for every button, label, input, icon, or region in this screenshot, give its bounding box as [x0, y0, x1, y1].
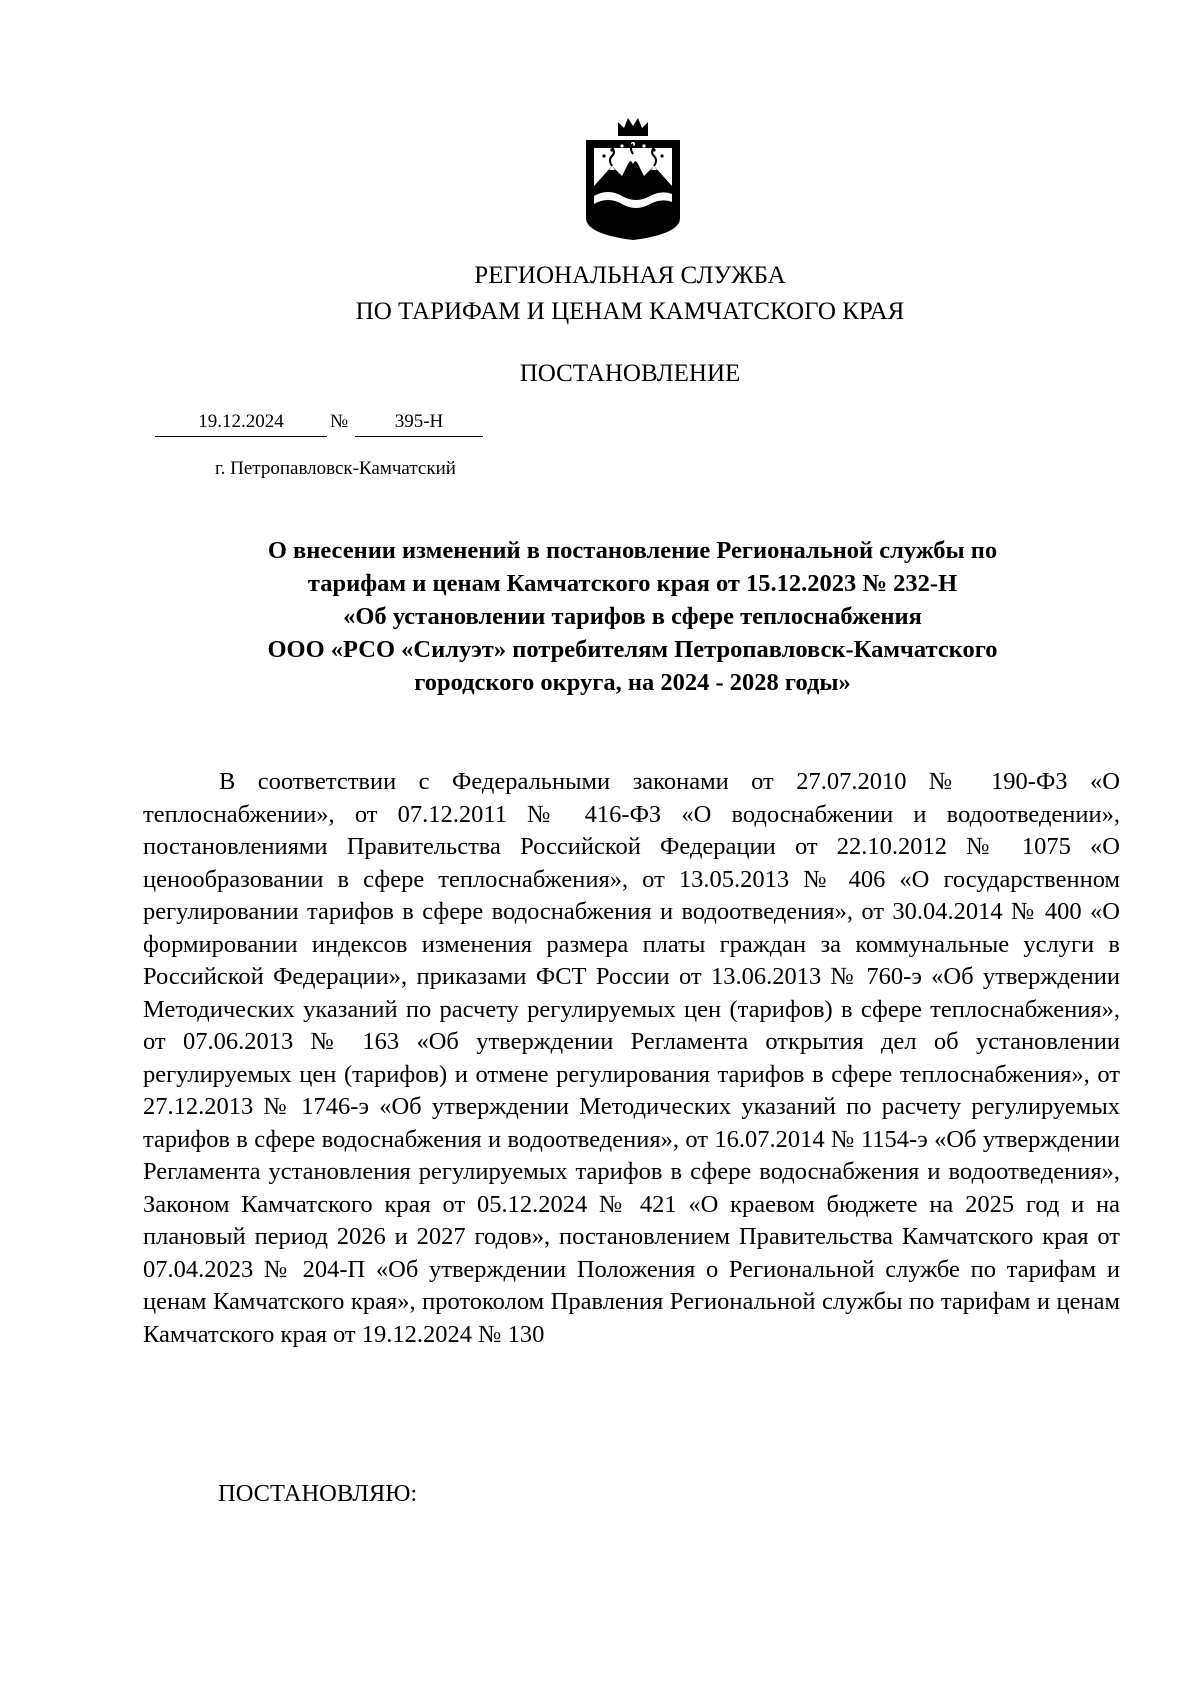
organization-name-line-2: ПО ТАРИФАМ И ЦЕНАМ КАМЧАТСКОГО КРАЯ: [355, 298, 905, 325]
title-line: О внесении изменений в постановление Региональной службы по: [267, 537, 998, 564]
document-type: ПОСТАНОВЛЕНИЕ: [519, 360, 741, 387]
title-line: «Об установлении тарифов в сфере теплоснабжения: [343, 603, 922, 630]
registration-number: 395-Н: [355, 410, 483, 437]
number-sign: №: [330, 411, 349, 432]
title-line: ООО «РСО «Силуэт» потребителям Петропавловск-Камчатского: [267, 636, 998, 663]
registration-line: [0, 410, 1200, 438]
organization-name: [200, 258, 1060, 330]
body-paragraph: В соответствии с Федеральными законами от 27.07.2010 № 190-ФЗ «О теплоснабжении», от 07.12.2011 № 416-ФЗ «О водоснабжении и водоотведении», постановлениями Правительства Российской Федерации от 22.10.2012 № 1075 «О ценообразовании в сфере теплоснабжения», от 13.05.2013 № 406 «О государственном регулировании тарифов в сфере водоснабжения и водоотведения», от 30.04.2014 № 400 «О формировании индексов изменения размера платы граждан за коммунальные услуги в Российской Федерации», приказами ФСТ России от 13.06.2013 № 760-э «Об утверждении Методических указаний по расчету регулируемых цен (тарифов) в сфере теплоснабжения», от 07.06.2013 № 163 «Об утверждении Регламента открытия дел об установлении регулируемых цен (тарифов) и отмене регулирования тарифов в сфере теплоснабжения», от 27.12.2013 № 1746-э «Об утверждении Методических указаний по расчету регулируемых тарифов в сфере водоснабжения и водоотведения», от 16.07.2014 № 1154-э «Об утверждении Регламента установления регулируемых тарифов в сфере водоснабжения и водоотведения», Законом Камчатского края от 05.12.2024 № 421 «О краевом бюджете на 2025 год и на плановый период 2026 и 2027 годов», постановлением Правительства Камчатского края от 07.04.2023 № 204-П «Об утверждении Положения о Региональной службе по тарифам и ценам Камчатского края», протоколом Правления Региональной службы по тарифам и ценам Камчатского края от 19.12.2024 № 130: [143, 768, 1120, 1348]
resolution-heading: ПОСТАНОВЛЯЮ:: [218, 1480, 418, 1507]
place-of-issue: г. Петропавловск-Камчатский: [215, 458, 456, 479]
organization-name-line-1: РЕГИОНАЛЬНАЯ СЛУЖБА: [474, 262, 786, 289]
title-line: тарифам и ценам Камчатского края от 15.12.2023 № 232-Н: [307, 570, 958, 597]
document-title: [160, 534, 1105, 699]
kamchatka-coat-of-arms-icon: [578, 114, 688, 242]
registration-date: 19.12.2024: [155, 410, 327, 437]
title-line: городского округа, на 2024 - 2028 годы»: [414, 669, 851, 696]
